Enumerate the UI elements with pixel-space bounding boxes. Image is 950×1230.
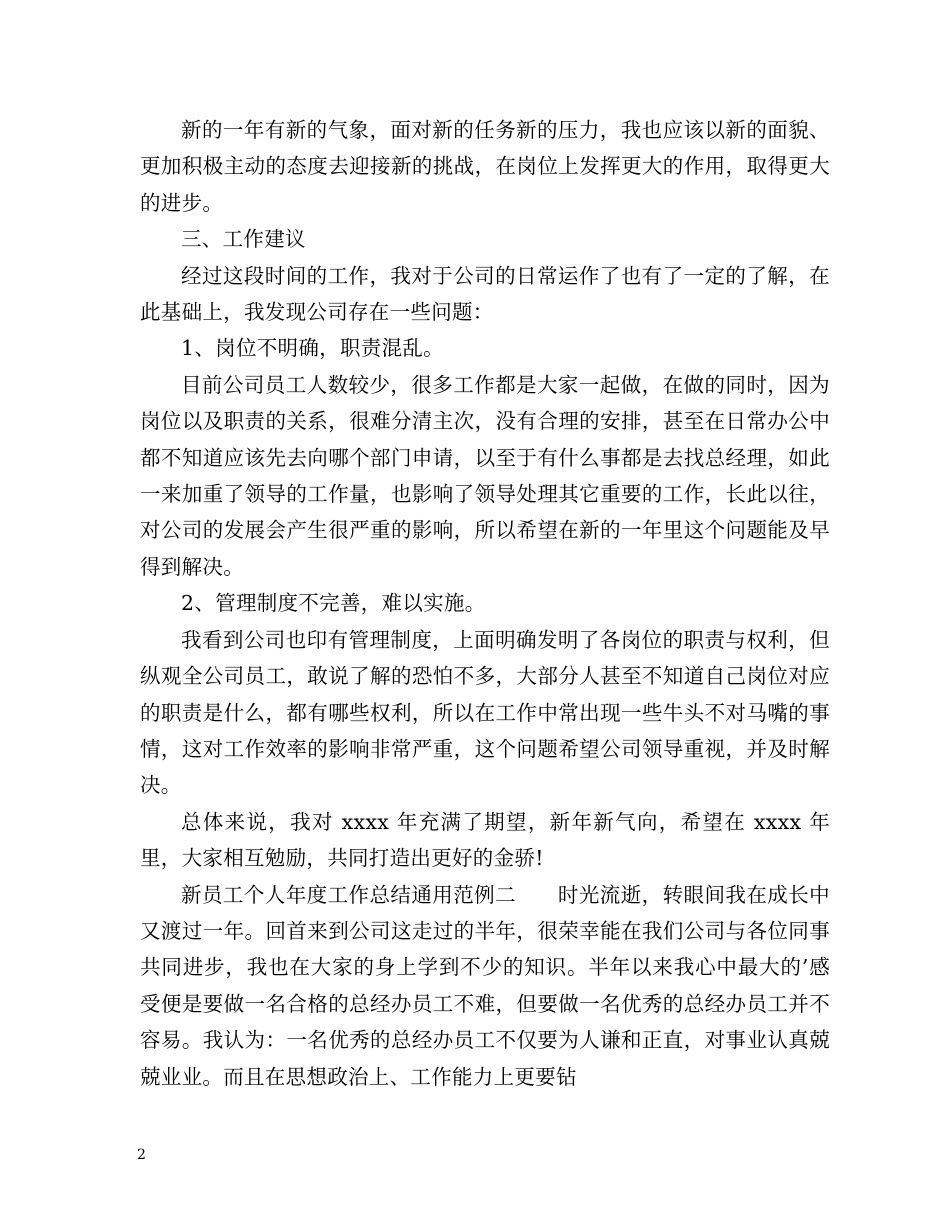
subheading-unclear-positions: 1、岗位不明确，职责混乱。	[181, 336, 444, 361]
paragraph-example-two: 新员工个人年度工作总结通用范例二 时光流逝，转眼间我在成长中又渡过一年。回首来到公司这走过的半年，很荣幸能在我们公司与各位同事共同进步，我也在大家的身上学到不少的知识。半年以来我心中最大的’感受便是要做一名合格的总经办员工不难，但要做一名优秀的总经办员工并不容易。我认为：一名优秀的总经办员工不仅要为人谦和正直，对事业认真兢兢业业。而且在思想政治上、工作能力上更要钻	[140, 882, 830, 1089]
heading-work-suggestions: 三、工作建议	[181, 227, 306, 252]
paragraph-unclear-positions: 目前公司员工人数较少，很多工作都是大家一起做，在做的同时，因为岗位以及职责的关系，很难分清主次，没有合理的安排，甚至在日常办公中都不知道应该先去向哪个部门申请，以至于有什么事都是去找总经理，如此一来加重了领导的工作量，也影响了领导处理其它重要的工作，长此以往，对公司的发展会产生很严重的影响，所以希望在新的一年里这个问题能及早得到解决。	[140, 372, 830, 579]
paragraph-management-system: 我看到公司也印有管理制度，上面明确发明了各岗位的职责与权利，但纵观全公司员工，敢说了解的恐怕不多，大部分人甚至不知道自己岗位对应的职责是什么，都有哪些权利，所以在工作中常出现一些牛头不对马嘴的事情，这对工作效率的影响非常严重，这个问题希望公司领导重视，并及时解决。	[140, 627, 830, 798]
subheading-management-system: 2、管理制度不完善，难以实施。	[181, 591, 486, 616]
page-number: 2	[137, 1147, 146, 1163]
paragraph-overall-summary: 总体来说，我对 xxxx 年充满了期望，新年新气向，希望在 xxxx 年里，大家相互勉励，共同打造出更好的金骄!	[140, 809, 830, 871]
paragraph-intro-problems: 经过这段时间的工作，我对于公司的日常运作了也有了一定的了解，在此基础上，我发现公司存在一些问题：	[140, 263, 830, 325]
paragraph-new-year: 新的一年有新的气象，面对新的任务新的压力，我也应该以新的面貌、更加积极主动的态度去迎接新的挑战，在岗位上发挥更大的作用，取得更大的进步。	[140, 118, 830, 215]
document-body	[140, 112, 830, 1095]
